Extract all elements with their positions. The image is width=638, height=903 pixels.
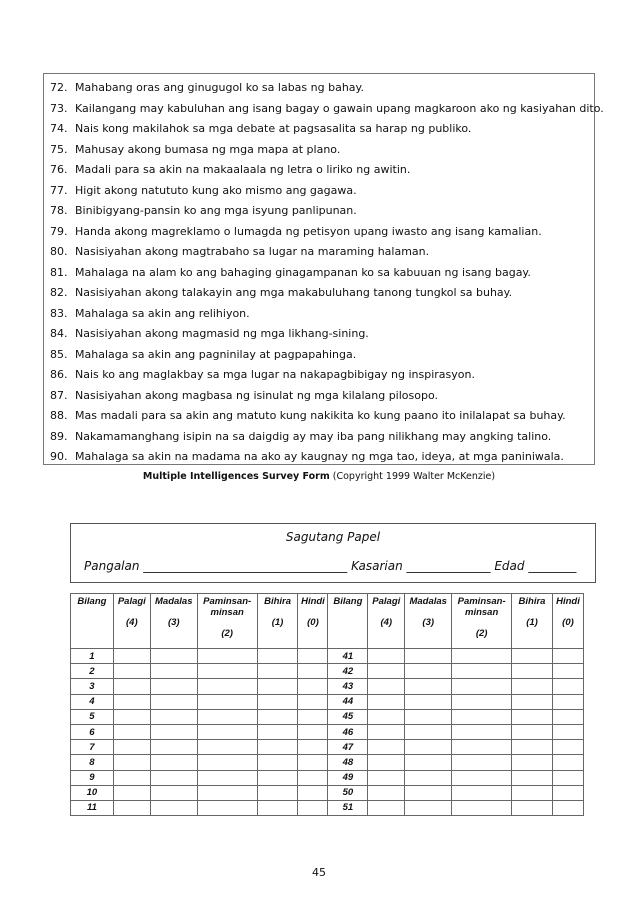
- column-score: (1): [526, 617, 538, 628]
- column-score: (1): [271, 617, 284, 628]
- item-number-cell: 51: [328, 800, 368, 815]
- answer-table-header: [71, 594, 584, 649]
- column-label: Hindi: [556, 596, 580, 607]
- item-number-cell: 8: [71, 755, 114, 770]
- answer-cell[interactable]: [405, 724, 452, 739]
- question-item: [50, 286, 512, 300]
- column-header: [368, 594, 405, 649]
- answer-cell[interactable]: [298, 664, 328, 679]
- question-text: Binibigyang-pansin ko ang mga isyung panlipunan.: [75, 204, 357, 217]
- answer-cell[interactable]: [257, 740, 298, 755]
- question-text: Madali para sa akin na makaalaala ng letra o liriko ng awitin.: [75, 163, 411, 176]
- answer-cell[interactable]: [552, 740, 583, 755]
- answer-cell[interactable]: [512, 679, 553, 694]
- question-item: [50, 143, 340, 157]
- item-number-cell: 4: [71, 694, 114, 709]
- question-number: 81.: [50, 266, 68, 279]
- answer-cell[interactable]: [368, 724, 405, 739]
- answer-cell[interactable]: [197, 800, 257, 815]
- item-number-cell: 45: [328, 709, 368, 724]
- answer-cell[interactable]: [452, 800, 512, 815]
- question-text: Nasisiyahan akong magmasid ng mga likhang-sining.: [75, 327, 369, 340]
- question-number: 75.: [50, 143, 68, 156]
- item-number-cell: 44: [328, 694, 368, 709]
- column-header: [328, 594, 368, 649]
- item-number-cell: 41: [328, 649, 368, 664]
- answer-cell[interactable]: [257, 770, 298, 785]
- answer-cell[interactable]: [150, 649, 197, 664]
- answer-cell[interactable]: [512, 724, 553, 739]
- answer-cell[interactable]: [452, 724, 512, 739]
- column-label: Hindi: [301, 596, 325, 607]
- answer-cell[interactable]: [512, 770, 553, 785]
- answer-cell[interactable]: [298, 740, 328, 755]
- answer-cell[interactable]: [512, 694, 553, 709]
- answer-cell[interactable]: [298, 755, 328, 770]
- question-item: [50, 409, 566, 423]
- column-score: (0): [562, 617, 574, 628]
- item-number-cell: 46: [328, 724, 368, 739]
- question-item: [50, 450, 564, 464]
- answer-cell[interactable]: [197, 785, 257, 800]
- answer-cell[interactable]: [552, 724, 583, 739]
- question-number: 83.: [50, 307, 68, 320]
- answer-cell[interactable]: [257, 755, 298, 770]
- answer-cell[interactable]: [452, 785, 512, 800]
- question-number: 84.: [50, 327, 68, 340]
- answer-cell[interactable]: [452, 679, 512, 694]
- answer-cell[interactable]: [113, 694, 150, 709]
- answer-cell[interactable]: [405, 755, 452, 770]
- answer-cell[interactable]: [150, 740, 197, 755]
- answer-cell[interactable]: [552, 649, 583, 664]
- question-item: [50, 102, 604, 116]
- answer-cell[interactable]: [197, 724, 257, 739]
- question-number: 82.: [50, 286, 68, 299]
- answer-cell[interactable]: [257, 724, 298, 739]
- answer-cell[interactable]: [298, 709, 328, 724]
- column-score: (4): [126, 617, 138, 628]
- column-header: [512, 594, 553, 649]
- question-text: Kailangang may kabuluhan ang isang bagay o gawain upang magkaroon ako ng kasiyahan dito.: [75, 102, 604, 115]
- answer-table: [70, 593, 584, 816]
- table-row: [71, 664, 584, 679]
- question-item: [50, 307, 250, 321]
- answer-cell[interactable]: [113, 649, 150, 664]
- answer-sheet-title: Sagutang Papel: [285, 530, 381, 544]
- answer-cell[interactable]: [150, 694, 197, 709]
- answer-cell[interactable]: [512, 800, 553, 815]
- answer-cell[interactable]: [197, 755, 257, 770]
- answer-cell[interactable]: [368, 740, 405, 755]
- column-label: Bihira: [518, 596, 546, 607]
- table-row: [71, 785, 584, 800]
- question-number: 80.: [50, 245, 68, 258]
- column-score: (0): [307, 617, 319, 628]
- answer-cell[interactable]: [368, 694, 405, 709]
- answer-cell[interactable]: [368, 755, 405, 770]
- questionnaire-box: [43, 73, 604, 465]
- question-text: Mahabang oras ang ginugugol ko sa labas ng bahay.: [75, 81, 364, 94]
- question-item: [50, 204, 357, 218]
- item-number-cell: 49: [328, 770, 368, 785]
- column-header: [257, 594, 298, 649]
- table-row: [71, 709, 584, 724]
- answer-cell[interactable]: [150, 679, 197, 694]
- answer-cell[interactable]: [113, 724, 150, 739]
- question-number: 79.: [50, 225, 68, 238]
- answer-cell[interactable]: [452, 664, 512, 679]
- question-item: [50, 368, 475, 382]
- item-number-cell: 10: [71, 785, 114, 800]
- answer-cell[interactable]: [197, 709, 257, 724]
- answer-cell[interactable]: [150, 664, 197, 679]
- answer-cell[interactable]: [552, 785, 583, 800]
- caption-copyright: (Copyright 1999 Walter McKenzie): [329, 471, 496, 482]
- answer-cell[interactable]: [512, 649, 553, 664]
- answer-cell[interactable]: [150, 709, 197, 724]
- answer-cell[interactable]: [257, 785, 298, 800]
- answer-cell[interactable]: [197, 694, 257, 709]
- answer-cell[interactable]: [405, 740, 452, 755]
- question-item: [50, 348, 356, 362]
- column-header: [150, 594, 197, 649]
- question-item: [50, 430, 551, 444]
- answer-cell[interactable]: [113, 755, 150, 770]
- table-row: [71, 770, 584, 785]
- question-text: Mas madali para sa akin ang matuto kung nakikita ko kung paano ito inilalapat sa buhay.: [75, 409, 566, 422]
- column-score: (2): [475, 628, 488, 639]
- column-score: (3): [422, 617, 435, 628]
- column-header: [452, 594, 512, 649]
- question-item: [50, 163, 410, 177]
- column-header: [71, 594, 114, 649]
- question-item: [50, 327, 369, 341]
- answer-cell[interactable]: [405, 664, 452, 679]
- question-text: Nais ko ang maglakbay sa mga lugar na nakapagbibigay ng inspirasyon.: [75, 368, 475, 381]
- question-number: 78.: [50, 204, 68, 217]
- answer-cell[interactable]: [405, 770, 452, 785]
- question-item: [50, 225, 542, 239]
- column-label: Bihira: [264, 596, 292, 607]
- answer-cell[interactable]: [512, 664, 553, 679]
- answer-cell[interactable]: [257, 679, 298, 694]
- column-header: [197, 594, 257, 649]
- column-label: Palagi: [372, 596, 401, 607]
- answer-cell[interactable]: [150, 785, 197, 800]
- answer-cell[interactable]: [197, 770, 257, 785]
- question-number: 86.: [50, 368, 68, 381]
- answer-cell[interactable]: [257, 649, 298, 664]
- answer-cell[interactable]: [368, 679, 405, 694]
- column-label: Paminsan-minsan: [203, 596, 252, 618]
- answer-sheet-header: [70, 523, 596, 583]
- question-text: Mahalaga sa akin ang relihiyon.: [75, 307, 250, 320]
- answer-cell[interactable]: [298, 679, 328, 694]
- column-header: [405, 594, 452, 649]
- answer-cell[interactable]: [552, 770, 583, 785]
- question-number: 73.: [50, 102, 68, 115]
- question-item: [50, 122, 471, 136]
- column-score: (3): [167, 617, 180, 628]
- answer-cell[interactable]: [452, 709, 512, 724]
- answer-cell[interactable]: [298, 694, 328, 709]
- answer-cell[interactable]: [298, 800, 328, 815]
- answer-cell[interactable]: [512, 740, 553, 755]
- question-item: [50, 266, 531, 280]
- item-number-cell: 1: [71, 649, 114, 664]
- question-text: Nasisiyahan akong magbasa ng isinulat ng mga kilalang pilosopo.: [75, 389, 439, 402]
- question-text: Mahalaga na alam ko ang bahaging ginagampanan ko sa kabuuan ng isang bagay.: [75, 266, 531, 279]
- answer-cell[interactable]: [298, 770, 328, 785]
- caption-title: Multiple Intelligences Survey Form: [142, 471, 330, 482]
- answer-cell[interactable]: [113, 709, 150, 724]
- answer-cell[interactable]: [298, 724, 328, 739]
- answer-cell[interactable]: [452, 740, 512, 755]
- answer-cell[interactable]: [368, 709, 405, 724]
- page-number: 45: [312, 866, 326, 879]
- answer-cell[interactable]: [405, 785, 452, 800]
- column-label: Madalas: [155, 596, 193, 607]
- column-header: [298, 594, 328, 649]
- table-row: [71, 694, 584, 709]
- answer-cell[interactable]: [150, 755, 197, 770]
- question-number: 77.: [50, 184, 68, 197]
- answer-cell[interactable]: [368, 800, 405, 815]
- answer-cell[interactable]: [405, 694, 452, 709]
- item-number-cell: 5: [71, 709, 114, 724]
- column-label: Paminsan-minsan: [457, 596, 506, 618]
- respondent-info-line: Pangalan __________________________________ Kasarian ______________ Edad ________: [84, 559, 577, 573]
- answer-cell[interactable]: [552, 709, 583, 724]
- column-score: (2): [221, 628, 233, 639]
- answer-cell[interactable]: [113, 770, 150, 785]
- question-item: [50, 184, 357, 198]
- answer-cell[interactable]: [512, 755, 553, 770]
- item-number-cell: 9: [71, 770, 114, 785]
- answer-cell[interactable]: [298, 785, 328, 800]
- answer-cell[interactable]: [452, 755, 512, 770]
- question-number: 74.: [50, 122, 68, 135]
- answer-cell[interactable]: [452, 649, 512, 664]
- question-text: Nasisiyahan akong magtrabaho sa lugar na maraming halaman.: [75, 245, 430, 258]
- question-item: [50, 245, 429, 259]
- answer-cell[interactable]: [257, 800, 298, 815]
- question-number: 72.: [50, 81, 68, 94]
- answer-cell[interactable]: [113, 679, 150, 694]
- column-label: Palagi: [117, 596, 146, 607]
- answer-cell[interactable]: [512, 709, 553, 724]
- question-text: Mahalaga sa akin ang pagninilay at pagpapahinga.: [75, 348, 357, 361]
- answer-cell[interactable]: [197, 664, 257, 679]
- question-text: Nais kong makilahok sa mga debate at pagsasalita sa harap ng publiko.: [75, 122, 472, 135]
- answer-cell[interactable]: [405, 800, 452, 815]
- answer-cell[interactable]: [368, 770, 405, 785]
- column-score: (4): [380, 617, 393, 628]
- item-number-cell: 43: [328, 679, 368, 694]
- answer-cell[interactable]: [150, 770, 197, 785]
- question-number: 85.: [50, 348, 68, 361]
- column-label: Bilang: [77, 596, 107, 607]
- answer-cell[interactable]: [405, 709, 452, 724]
- question-number: 90.: [50, 450, 68, 463]
- item-number-cell: 42: [328, 664, 368, 679]
- item-number-cell: 7: [71, 740, 114, 755]
- answer-cell[interactable]: [512, 785, 553, 800]
- table-row: [71, 679, 584, 694]
- item-number-cell: 11: [71, 800, 114, 815]
- item-number-cell: 48: [328, 755, 368, 770]
- answer-cell[interactable]: [113, 785, 150, 800]
- table-row: [71, 755, 584, 770]
- answer-cell[interactable]: [113, 800, 150, 815]
- question-text: Handa akong magreklamo o lumagda ng petisyon upang iwasto ang isang kamalian.: [75, 225, 542, 238]
- item-number-cell: 50: [328, 785, 368, 800]
- answer-cell[interactable]: [257, 709, 298, 724]
- answer-cell[interactable]: [452, 770, 512, 785]
- question-text: Nasisiyahan akong talakayin ang mga makabuluhang tanong tungkol sa buhay.: [75, 286, 513, 299]
- answer-cell[interactable]: [452, 694, 512, 709]
- answer-cell[interactable]: [113, 664, 150, 679]
- item-number-cell: 3: [71, 679, 114, 694]
- column-label: Madalas: [409, 596, 447, 607]
- question-text: Higit akong natututo kung ako mismo ang gagawa.: [75, 184, 357, 197]
- answer-cell[interactable]: [150, 724, 197, 739]
- column-header: [552, 594, 583, 649]
- answer-cell[interactable]: [405, 649, 452, 664]
- answer-cell[interactable]: [552, 800, 583, 815]
- answer-cell[interactable]: [197, 679, 257, 694]
- answer-cell[interactable]: [257, 694, 298, 709]
- question-number: 89.: [50, 430, 68, 443]
- column-label: Bilang: [333, 596, 363, 607]
- answer-cell[interactable]: [368, 785, 405, 800]
- question-text: Mahusay akong bumasa ng mga mapa at plano.: [75, 143, 341, 156]
- question-text: Nakamamanghang isipin na sa daigdig ay may iba pang nilikhang may angking talino.: [75, 430, 552, 443]
- answer-cell[interactable]: [257, 664, 298, 679]
- table-row: [71, 740, 584, 755]
- answer-cell[interactable]: [552, 664, 583, 679]
- question-item: [50, 81, 364, 95]
- answer-cell[interactable]: [368, 664, 405, 679]
- table-row: [71, 649, 584, 664]
- form-caption: [0, 471, 638, 482]
- answer-cell[interactable]: [298, 649, 328, 664]
- answer-cell[interactable]: [552, 679, 583, 694]
- item-number-cell: 2: [71, 664, 114, 679]
- answer-cell[interactable]: [197, 740, 257, 755]
- question-number: 87.: [50, 389, 68, 402]
- table-row: [71, 724, 584, 739]
- answer-cell[interactable]: [405, 679, 452, 694]
- item-number-cell: 47: [328, 740, 368, 755]
- answer-cell[interactable]: [552, 755, 583, 770]
- column-header: [113, 594, 150, 649]
- answer-cell[interactable]: [113, 740, 150, 755]
- question-number: 76.: [50, 163, 68, 176]
- answer-cell[interactable]: [552, 694, 583, 709]
- answer-cell[interactable]: [197, 649, 257, 664]
- question-text: Mahalaga sa akin na madama na ako ay kaugnay ng mga tao, ideya, at mga paniniwala.: [75, 450, 564, 463]
- question-number: 88.: [50, 409, 68, 422]
- answer-cell[interactable]: [368, 649, 405, 664]
- answer-cell[interactable]: [150, 800, 197, 815]
- item-number-cell: 6: [71, 724, 114, 739]
- table-row: [71, 800, 584, 815]
- question-item: [50, 389, 438, 403]
